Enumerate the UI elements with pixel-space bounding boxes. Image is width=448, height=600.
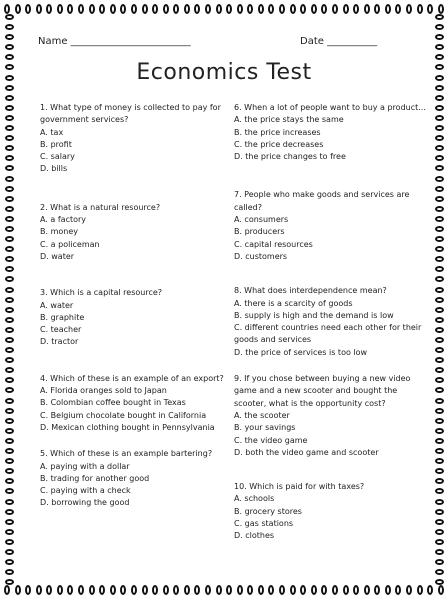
border-circle [5,488,14,494]
border-circle [5,317,14,323]
answer-option[interactable]: B. profit [40,139,72,149]
border-circle [5,377,14,383]
border-circle [417,4,423,14]
border-circle [435,478,444,484]
border-circle [374,585,380,595]
border-left [3,14,15,586]
question-stem: 1. What type of money is collected to pay for government services? [40,103,221,125]
border-circle [435,499,444,505]
answer-option[interactable]: A. Florida oranges sold to Japan [40,386,167,396]
border-circle [5,569,14,575]
border-circle [353,4,359,14]
border-circle [427,585,433,595]
border-circle [5,64,14,70]
answer-option[interactable]: D. clothes [234,531,275,541]
border-circle [435,276,444,282]
border-circle [78,4,84,14]
border-circle [5,186,14,192]
border-circle [268,585,274,595]
answer-option[interactable]: A. water [40,300,74,310]
border-circle [5,458,14,464]
border-right [433,14,445,586]
border-circle [374,4,380,14]
question [40,448,240,509]
answer-option[interactable]: B. trading for another good [40,473,150,483]
border-circle [89,4,95,14]
border-circle [435,75,444,81]
border-circle [152,4,158,14]
border-circle [5,307,14,313]
border-circle [435,337,444,343]
question [234,373,429,459]
border-circle [216,4,222,14]
border-circle [435,408,444,414]
answer-option[interactable]: B. the price increases [234,127,321,137]
answer-option[interactable]: D. bills [40,164,68,174]
border-circle [5,387,14,393]
border-circle [5,478,14,484]
answer-option[interactable]: D. both the video game and scooter [234,447,379,457]
answer-option[interactable]: A. consumers [234,215,289,225]
border-circle [435,95,444,101]
border-circle [435,165,444,171]
border-circle [237,585,243,595]
border-circle [5,135,14,141]
answer-option[interactable]: C. teacher [40,325,82,335]
question-stem: 8. What does interdependence mean? [234,286,387,296]
border-circle [435,377,444,383]
question [40,102,240,176]
border-circle [321,4,327,14]
border-circle [364,585,370,595]
border-circle [258,585,264,595]
answer-option[interactable]: A. schools [234,494,275,504]
border-circle [5,125,14,131]
border-circle [5,165,14,171]
border-circle [311,585,317,595]
answer-option[interactable]: C. capital resources [234,239,313,249]
border-circle [5,44,14,50]
question [40,373,240,434]
border-circle [110,4,116,14]
border-circle [89,585,95,595]
border-circle [5,276,14,282]
border-circle [4,585,10,595]
border-circle [57,585,63,595]
question-stem: 10. Which is paid for with taxes? [234,482,365,492]
border-circle [5,579,14,585]
border-circle [5,468,14,474]
border-circle [5,428,14,434]
border-circle [435,54,444,60]
border-circle [435,115,444,121]
border-circle [5,287,14,293]
border-circle [67,585,73,595]
border-circle [435,85,444,91]
border-circle [435,105,444,111]
border-circle [36,4,42,14]
border-circle [247,585,253,595]
border-circle [5,85,14,91]
answer-option[interactable]: C. a policeman [40,239,100,249]
border-circle [268,4,274,14]
border-circle [417,585,423,595]
border-circle [5,105,14,111]
border-circle [25,585,31,595]
right-column [234,102,429,543]
answer-option[interactable]: A. tax [40,127,64,137]
border-circle [25,4,31,14]
border-circle [435,347,444,353]
border-circle [5,216,14,222]
border-circle [343,4,349,14]
border-circle [5,246,14,252]
border-circle [5,398,14,404]
border-circle [435,44,444,50]
name-field[interactable]: Name ________________________ [38,36,191,47]
border-circle [110,585,116,595]
border-circle [435,529,444,535]
question-stem: 2. What is a natural resource? [40,202,161,212]
border-circle [5,75,14,81]
border-circle [435,579,444,585]
border-circle [15,585,21,595]
border-circle [435,458,444,464]
test-sheet [22,20,426,576]
border-circle [353,585,359,595]
border-circle [385,585,391,595]
question [234,189,429,263]
border-circle [435,418,444,424]
border-circle [435,317,444,323]
border-circle [435,428,444,434]
border-circle [332,4,338,14]
answer-option[interactable]: C. the price decreases [234,139,324,149]
question [40,202,240,263]
border-circle [15,4,21,14]
border-circle [435,246,444,252]
border-circle [163,585,169,595]
border-circle [120,4,126,14]
answer-option[interactable]: B. your savings [234,423,296,433]
border-circle [395,4,401,14]
answer-option[interactable]: D. water [40,251,75,261]
border-circle [435,509,444,515]
answer-option[interactable]: D. Mexican clothing bought in Pennsylvania [40,422,215,432]
border-circle [435,155,444,161]
answer-option[interactable]: B. producers [234,227,285,237]
border-circle [226,4,232,14]
question-stem: 9. If you chose between buying a new video game and a new scooter and bought the scooter, what is the opportunity cost? [234,374,411,408]
question-stem: 7. People who make goods and services are called? [234,190,410,212]
border-circle [332,585,338,595]
border-circle [184,4,190,14]
border-circle [435,398,444,404]
border-circle [5,206,14,212]
border-circle [226,585,232,595]
border-circle [435,297,444,303]
answer-option[interactable]: D. tractor [40,337,79,347]
border-circle [78,585,84,595]
border-circle [67,4,73,14]
answer-option[interactable]: B. supply is high and the demand is low [234,310,394,320]
question [234,481,429,542]
question [40,287,240,348]
border-circle [5,408,14,414]
question-stem: 3. Which is a capital resource? [40,288,163,298]
border-circle [4,4,10,14]
border-circle [205,585,211,595]
border-circle [5,529,14,535]
border-circle [435,236,444,242]
answer-option[interactable]: A. paying with a dollar [40,461,130,471]
border-circle [406,585,412,595]
border-circle [435,206,444,212]
page-title: Economics Test [136,60,312,85]
border-circle [385,4,391,14]
answer-option[interactable]: D. the price of services is too low [234,347,368,357]
border-circle [435,387,444,393]
border-circle [131,4,137,14]
border-circle [406,4,412,14]
border-circle [435,448,444,454]
border-circle [435,488,444,494]
border-circle [36,585,42,595]
border-circle [427,4,433,14]
border-circle [290,585,296,595]
answer-option[interactable]: C. the video game [234,435,308,445]
border-circle [343,585,349,595]
border-circle [5,95,14,101]
border-circle [194,4,200,14]
border-circle [435,135,444,141]
border-circle [5,357,14,363]
answer-option[interactable]: A. a factory [40,215,87,225]
border-circle [435,24,444,30]
border-circle [5,539,14,545]
border-circle [279,4,285,14]
border-circle [435,256,444,262]
border-circle [435,569,444,575]
answer-option[interactable]: B. money [40,227,78,237]
border-circle [57,4,63,14]
border-circle [435,186,444,192]
answer-option[interactable]: A. the price stays the same [234,115,344,125]
border-circle [300,4,306,14]
border-circle [5,418,14,424]
border-circle [435,468,444,474]
border-circle [435,519,444,525]
border-circle [142,4,148,14]
border-circle [435,357,444,363]
answer-option[interactable]: D. the price changes to free [234,152,346,162]
border-circle [5,559,14,565]
answer-option[interactable]: A. there is a scarcity of goods [234,298,353,308]
border-circle [438,585,444,595]
header [38,36,418,50]
border-circle [152,585,158,595]
border-circle [438,4,444,14]
border-circle [5,145,14,151]
border-circle [5,509,14,515]
border-circle [435,176,444,182]
border-circle [435,438,444,444]
question-stem: 5. Which of these is an example bartering? [40,449,213,459]
border-circle [5,34,14,40]
border-circle [5,14,14,20]
border-circle [435,539,444,545]
answer-option[interactable]: D. customers [234,251,288,261]
border-circle [5,24,14,30]
border-circle [435,145,444,151]
date-field[interactable]: Date __________ [300,36,378,47]
border-circle [311,4,317,14]
border-bottom [4,584,444,596]
border-circle [300,585,306,595]
border-circle [435,226,444,232]
border-circle [5,549,14,555]
border-circle [5,297,14,303]
border-circle [258,4,264,14]
border-circle [216,585,222,595]
border-circle [194,585,200,595]
border-circle [435,34,444,40]
border-circle [163,4,169,14]
border-circle [395,585,401,595]
border-circle [435,125,444,131]
answer-option[interactable]: C. paying with a check [40,486,131,496]
question-stem: 6. When a lot of people want to buy a product... [234,103,426,112]
border-circle [142,585,148,595]
question-stem: 4. Which of these is an example of an export? [40,373,224,383]
border-circle [247,4,253,14]
border-circle [435,287,444,293]
border-circle [5,176,14,182]
answer-option[interactable]: D. borrowing the good [40,498,130,508]
answer-option[interactable]: C. salary [40,152,75,162]
border-circle [5,256,14,262]
border-circle [46,4,52,14]
question [234,285,429,359]
border-circle [184,585,190,595]
border-circle [364,4,370,14]
border-circle [5,115,14,121]
border-circle [435,196,444,202]
border-circle [99,4,105,14]
border-circle [435,367,444,373]
border-circle [5,448,14,454]
border-circle [279,585,285,595]
border-circle [99,585,105,595]
border-circle [435,559,444,565]
answer-option[interactable]: C. gas stations [234,519,294,529]
border-circle [205,4,211,14]
border-circle [5,54,14,60]
border-circle [5,196,14,202]
border-circle [435,266,444,272]
border-circle [173,4,179,14]
border-circle [435,216,444,222]
border-circle [237,4,243,14]
border-circle [5,519,14,525]
border-circle [5,499,14,505]
border-circle [5,226,14,232]
answer-option[interactable]: C. different countries need each other for their goods and services [234,323,422,345]
border-circle [5,438,14,444]
border-circle [173,585,179,595]
answer-option[interactable]: A. the scooter [234,410,290,420]
answer-option[interactable]: B. grocery stores [234,506,302,516]
left-column [40,102,240,510]
border-circle [5,155,14,161]
border-circle [290,4,296,14]
answer-option[interactable]: B. Colombian coffee bought in Texas [40,398,186,408]
border-circle [131,585,137,595]
answer-option[interactable]: C. Belgium chocolate bought in California [40,410,207,420]
border-circle [5,266,14,272]
border-circle [5,347,14,353]
border-circle [435,14,444,20]
border-circle [5,367,14,373]
question [234,102,429,163]
border-circle [5,327,14,333]
answer-option[interactable]: B. graphite [40,312,85,322]
border-circle [321,585,327,595]
border-circle [435,327,444,333]
border-circle [5,236,14,242]
border-circle [435,307,444,313]
border-top [4,3,444,15]
border-circle [5,337,14,343]
border-circle [435,549,444,555]
border-circle [46,585,52,595]
border-circle [120,585,126,595]
border-circle [435,64,444,70]
